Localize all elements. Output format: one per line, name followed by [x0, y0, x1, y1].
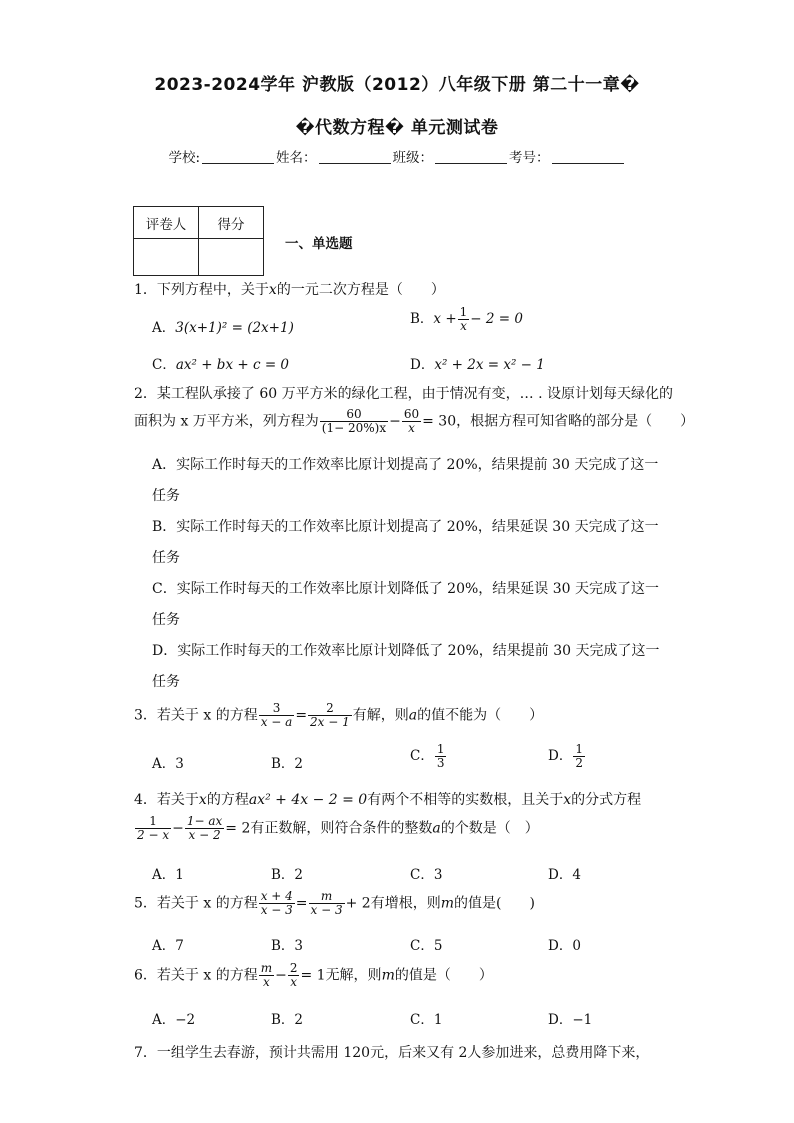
q1-d-label: D．: [410, 357, 435, 373]
q2-fraction-2: [402, 408, 421, 435]
q1-a-expr: 3(x+1)² = (2x+1): [175, 320, 294, 336]
page-title-line2: �代数方程� 单元测试卷: [295, 118, 499, 138]
q4-text-c: 有两个不相等的实数根，且关于: [367, 792, 564, 808]
question-3-stem: [134, 702, 543, 729]
q3-var: a: [408, 707, 418, 724]
page-title-line1: 2023-2024学年 沪教版（2012）八年级下册 第二十一章�: [154, 75, 640, 95]
grader-cell: [134, 239, 199, 276]
q3-d-fraction: [573, 743, 585, 770]
q4-eq1: ax² + 4x − 2 = 0: [248, 792, 368, 808]
q6-f2-num: 2: [289, 961, 298, 975]
q1-a-label: A．: [152, 320, 176, 336]
q1-option-b: [410, 306, 523, 333]
number-label: 考号：: [509, 150, 550, 166]
q4-text-d: 的分式方程: [571, 792, 642, 808]
q6-fraction-1: [259, 962, 274, 989]
q3-fraction-2: [308, 702, 352, 729]
q1-option-d: [410, 353, 545, 373]
q5-option-d: D．0: [548, 938, 581, 954]
q6-eq: = 1: [300, 967, 326, 984]
q5-eq: =: [295, 895, 308, 912]
question-2-line2: [134, 408, 694, 435]
q6-option-a: A．−2: [152, 1012, 196, 1028]
q6-f1-den: x: [259, 975, 274, 989]
q2-f1-num: 60: [346, 407, 362, 421]
q5-f1-den: x − 3: [260, 903, 293, 918]
q6-text-b: 无解，则: [325, 967, 382, 984]
q5-fraction-2: [309, 890, 345, 917]
q5-f1-num: x + 4: [260, 889, 293, 903]
question-1-stem: [134, 279, 445, 299]
q4-fraction-1: [135, 815, 171, 842]
q3-c-label: C．: [410, 748, 434, 765]
question-6-stem: [134, 962, 493, 989]
q3-option-c: [410, 743, 447, 770]
q3-text-c: 的值不能为（ ）: [417, 707, 544, 724]
q3-option-a: A．3: [152, 756, 184, 772]
q3-d-label: D．: [548, 748, 573, 765]
class-blank: [435, 150, 507, 164]
q6-option-b: B．2: [271, 1012, 304, 1028]
q3-c-fraction: [435, 743, 447, 770]
q6-f2-den: x: [288, 975, 300, 989]
question-7-line1: 7．一组学生去春游，预计共需用 120元，后来又有 2人参加进来，总费用降下来，: [134, 1045, 650, 1061]
q5-text-c: 的值是( ): [454, 895, 535, 912]
school-label: 学校:: [168, 150, 201, 166]
q4-option-d: D．4: [548, 867, 581, 883]
question-4-line2: [134, 815, 539, 842]
q5-option-a: A．7: [152, 938, 184, 954]
q5-text-b: 有增根，则: [370, 895, 441, 912]
q4-var-1: x: [198, 792, 207, 808]
q2-option-a: A．实际工作时每天的工作效率比原计划提高了 20%，结果提前 30 天完成了这一任务: [152, 457, 659, 504]
q1-c-label: C．: [152, 357, 176, 373]
q4-var-a: a: [432, 820, 441, 837]
q3-c-den: 3: [436, 756, 445, 771]
q1-option-a: [152, 316, 294, 336]
q5-var: m: [440, 895, 454, 912]
q1-d-expr: x² + 2x = x² − 1: [434, 357, 545, 373]
q3-text-b: 有解，则: [352, 707, 409, 724]
q5-option-b: B．3: [271, 938, 304, 954]
q5-fraction-1: [259, 890, 295, 917]
q2-eq: = 30: [422, 413, 457, 430]
q4-option-a: A．1: [152, 867, 184, 883]
q3-f2-num: 2: [326, 701, 334, 715]
q3-fraction-1: [259, 702, 295, 729]
q6-option-c: C．1: [410, 1012, 443, 1028]
q2-f2-num: 60: [403, 407, 420, 421]
grader-header: 评卷人: [134, 207, 199, 239]
q1-b-label: B．: [410, 311, 434, 328]
q4-f2-den: x − 2: [185, 828, 224, 842]
q4-text-e: 有正数解，则符合条件的整数: [250, 820, 433, 837]
q5-f2-num: m: [320, 889, 333, 903]
q3-f1-den: x − a: [260, 715, 293, 730]
q2-option-b: B．实际工作时每天的工作效率比原计划提高了 20%，结果延误 30 天完成了这一任务: [152, 519, 659, 566]
q6-f1-num: m: [260, 961, 273, 975]
q1-text-a: 1．下列方程中，关于: [134, 282, 269, 298]
q3-d-num: 1: [575, 742, 583, 756]
q2-text-a: 面积为 x 万平方米，列方程为: [134, 413, 319, 430]
q1-b-den: x: [458, 319, 470, 333]
q3-option-d: [548, 743, 586, 770]
number-blank: [552, 150, 624, 164]
score-header: 得分: [199, 207, 264, 239]
name-label: 姓名：: [276, 150, 317, 166]
q6-fraction-2: [288, 962, 300, 989]
q1-b-post: − 2 = 0: [470, 311, 523, 328]
school-blank: [202, 150, 274, 164]
q1-option-c: [152, 353, 289, 373]
question-2-line1: 2．某工程队承接了 60 万平方米的绿化工程，由于情况有变，… . 设原计划每天绿化的: [134, 386, 673, 402]
q2-fraction-1: [320, 408, 388, 435]
q4-fraction-2: [185, 815, 224, 842]
q1-b-pre: x +: [433, 311, 457, 328]
q6-var: m: [381, 967, 395, 984]
section-title: 一、单选题: [285, 236, 353, 252]
q5-text-a: 5．若关于 x 的方程: [134, 895, 258, 912]
q5-option-c: C．5: [410, 938, 443, 954]
q4-f1-num: 1: [149, 814, 157, 828]
q1-b-fraction: [458, 306, 470, 333]
q2-minus: −: [389, 413, 401, 430]
q1-var: x: [268, 282, 277, 298]
student-info-line: [0, 146, 794, 166]
q3-eq: =: [295, 707, 308, 724]
q3-option-b: B．2: [271, 756, 304, 772]
q1-b-num: 1: [459, 305, 468, 319]
question-5-stem: [134, 890, 535, 917]
q4-minus: −: [172, 820, 184, 837]
q6-minus: −: [275, 967, 287, 984]
q4-option-c: C．3: [410, 867, 443, 883]
q2-f2-den: x: [402, 421, 421, 435]
q3-c-num: 1: [436, 742, 445, 756]
q6-text-a: 6．若关于 x 的方程: [134, 967, 258, 984]
q6-option-d: D．−1: [548, 1012, 593, 1028]
q1-c-expr: ax² + bx + c = 0: [175, 357, 290, 373]
q3-f1-num: 3: [272, 701, 281, 715]
q1-text-b: 的一元二次方程是（ ）: [276, 282, 445, 298]
q4-f2-num: 1− ax: [186, 814, 223, 828]
score-table: [133, 206, 264, 276]
q2-text-b: ，根据方程可知省略的部分是（ ）: [456, 413, 695, 430]
q4-f1-den: 2 − x: [137, 828, 170, 843]
score-cell: [199, 239, 264, 276]
q4-text-a: 4．若关于: [134, 792, 199, 808]
q4-eq2: = 2: [225, 820, 251, 837]
q3-d-den: 2: [575, 756, 583, 771]
q2-f1-den: (1− 20%)x: [321, 421, 387, 436]
q3-f2-den: 2x − 1: [310, 715, 350, 730]
q2-option-c: C．实际工作时每天的工作效率比原计划降低了 20%，结果延误 30 天完成了这一任务: [152, 581, 659, 628]
q4-text-f: 的个数是（ ）: [440, 820, 539, 837]
question-4-line1: [134, 789, 641, 809]
q6-text-c: 的值是（ ）: [394, 967, 493, 984]
class-label: 班级：: [392, 150, 434, 166]
q5-f2-den: x − 3: [310, 903, 343, 918]
q4-option-b: B．2: [271, 867, 304, 883]
name-blank: [319, 150, 391, 164]
q4-text-b: 的方程: [206, 792, 249, 808]
q3-text-a: 3．若关于 x 的方程: [134, 707, 258, 724]
q5-plus: + 2: [345, 895, 371, 912]
q2-option-d: D．实际工作时每天的工作效率比原计划降低了 20%，结果提前 30 天完成了这一任务: [152, 643, 660, 690]
q4-var-2: x: [563, 792, 572, 808]
